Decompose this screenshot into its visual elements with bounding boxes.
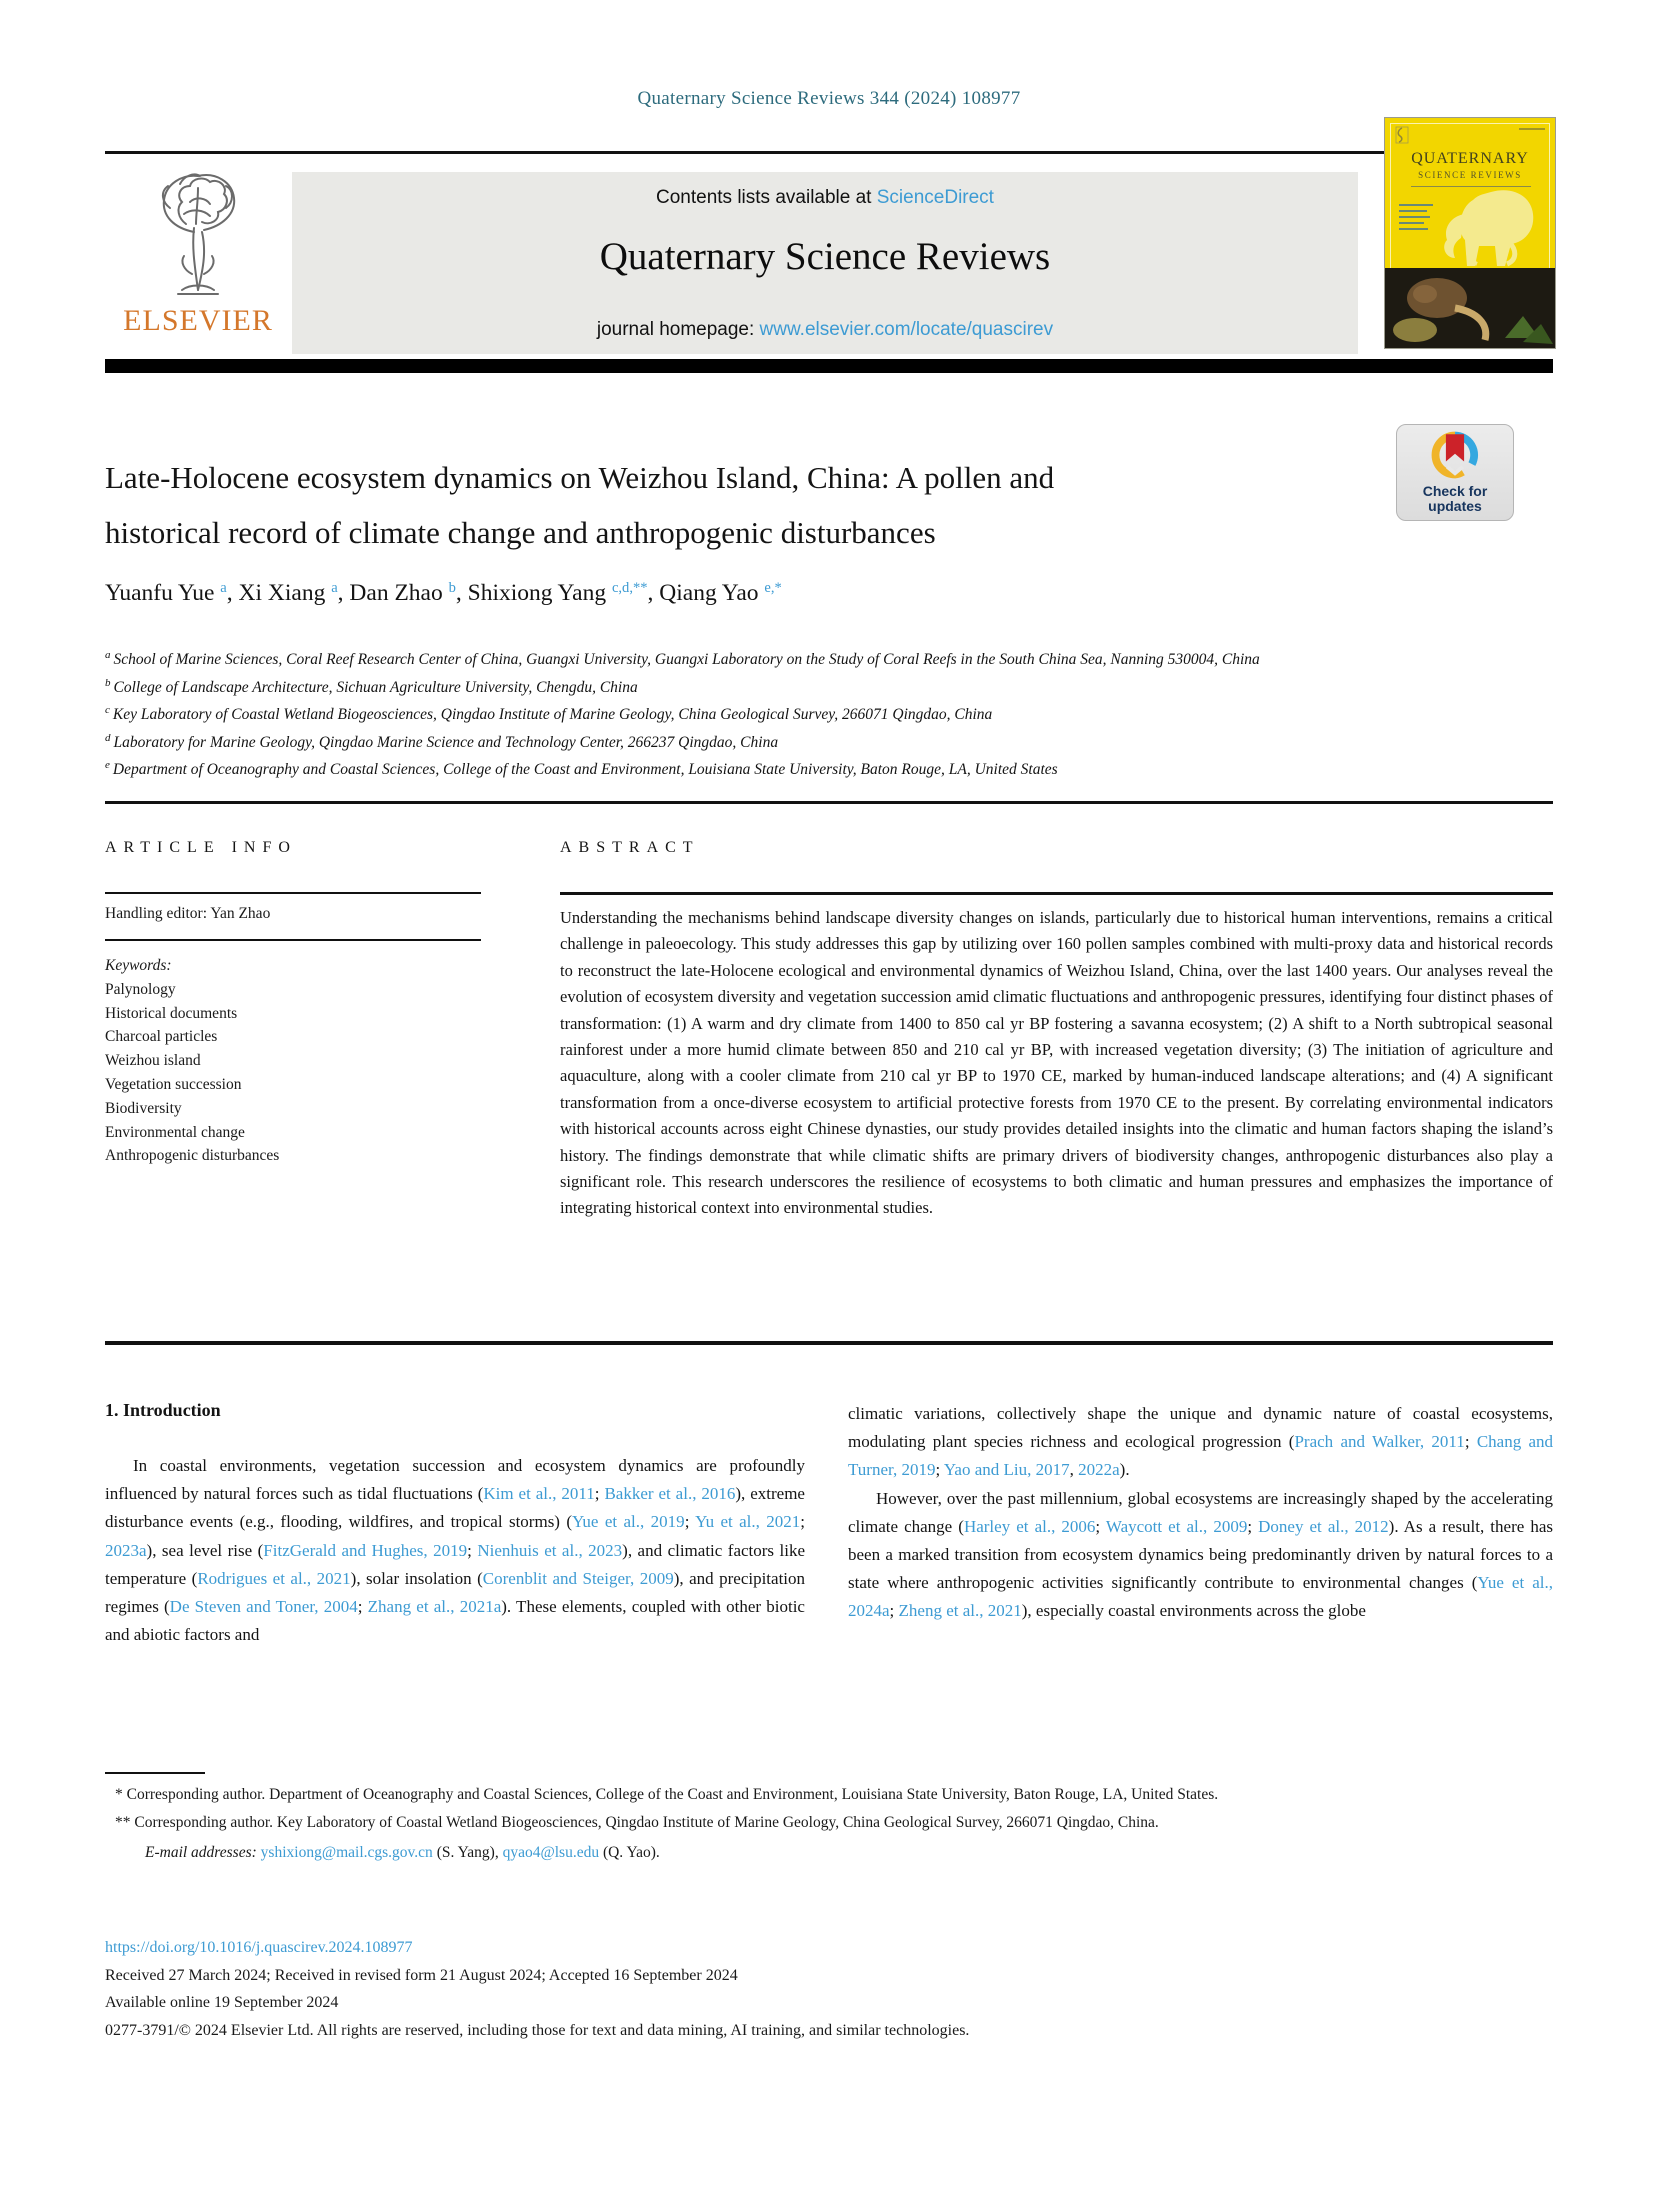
affiliation-sup: d xyxy=(105,731,111,744)
doi-link[interactable]: https://doi.org/10.1016/j.quascirev.2024.108977 xyxy=(105,1939,413,1956)
crossmark-icon xyxy=(1429,429,1481,481)
corresponding-author-footnote: * Corresponding author. Department of Oceanography and Coastal Sciences, College of the Coast and Environment, Louisiana State University, Baton Rouge, LA, United States. xyxy=(115,1786,1219,1803)
abstract-heading: ABSTRACT xyxy=(560,839,700,856)
journal-banner xyxy=(105,160,1553,356)
author-list: Yuanfu Yue $^a$, Xi Xiang $^a$, Dan Zhao $^b$, Shixiong Yang $^{c,d,**}$, Qiang Yao $^{e,*}$ xyxy=(105,580,782,606)
email-addresses-line: E-mail addresses: yshixiong@mail.cgs.gov.cn (S. Yang), qyao4@lsu.edu (Q. Yao). xyxy=(145,1844,660,1862)
cover-elsevier-mark-icon xyxy=(1394,126,1410,144)
keywords-block xyxy=(105,954,481,1168)
intro-paragraph: In coastal environments, vegetation succession and ecosystem dynamics are profoundly influenced by natural forces such as tidal fluctuations (Kim et al., 2011; Bakker et al., 2016), extreme disturbance events (e.g., flooding, wildfires, and tropical storms) (Yue et al., 2019; Yu et al., 2021; 2023a), sea level rise (FitzGerald and Hughes, 2019; Nienhuis et al., 2023), and climatic factors like temperature (Rodrigues et al., 2021), solar insolation (Corenblit and Steiger, 2009), and precipitation regimes (De Steven and Toner, 2004; Zhang et al., 2021a). These elements, coupled with other biotic and abiotic factors and xyxy=(105,1456,806,1645)
citation-link[interactable]: De Steven and Toner, 2004 xyxy=(169,1597,358,1617)
check-for-updates-badge[interactable] xyxy=(1396,424,1514,521)
cover-volume-text-line xyxy=(1519,128,1545,130)
article-info-heading: ARTICLE INFO xyxy=(105,839,297,856)
author-affiliation-ref[interactable]: a xyxy=(331,580,338,596)
email-link[interactable]: qyao4@lsu.edu xyxy=(502,1844,600,1862)
citation-link[interactable]: Chang and Turner, 2019 xyxy=(848,1432,1554,1480)
affiliation-sup: c xyxy=(105,704,110,716)
citation-link[interactable]: Doney et al., 2012 xyxy=(1258,1516,1389,1536)
citation-link[interactable]: Nienhuis et al., 2023 xyxy=(477,1540,623,1560)
article-title xyxy=(105,450,1405,560)
affiliation-sup: a xyxy=(105,649,111,661)
citation-link[interactable]: Bakker et al., 2016 xyxy=(604,1484,736,1504)
affiliation-list xyxy=(105,647,1557,785)
citation-link[interactable]: Harley et al., 2006 xyxy=(963,1516,1096,1536)
author-affiliation-ref[interactable]: c,d,** xyxy=(611,580,648,596)
abstract-rule xyxy=(560,892,1553,895)
available-online-date: Available online 19 September 2024 xyxy=(105,1994,339,2011)
keyword-item: Environmental change xyxy=(105,1123,245,1141)
journal-cover-thumbnail[interactable] xyxy=(1384,117,1556,349)
article-title-line1: Late-Holocene ecosystem dynamics on Weizhou Island, China: A pollen and xyxy=(105,460,1055,495)
keywords-label: Keywords: xyxy=(105,957,172,974)
intro-right-column xyxy=(848,1400,1553,1649)
affiliation-text: College of Landscape Architecture, Sichuan Agriculture University, Chengdu, China xyxy=(113,678,638,696)
intro-left-column xyxy=(105,1400,805,1649)
article-title-line2: historical record of climate change and anthropogenic disturbances xyxy=(105,515,936,550)
intro-paragraph: climatic variations, collectively shape the unique and dynamic nature of coastal ecosystems, modulating plant species richness and ecological progression (Prach and Walker, 2011; Chang and Turner, 2019; Yao and Liu, 2017, 2022a). xyxy=(848,1404,1554,1480)
keyword-item: Charcoal particles xyxy=(105,1028,218,1046)
citation-link[interactable]: Yu et al., 2021 xyxy=(695,1512,801,1532)
author-affiliation-ref[interactable]: b xyxy=(448,580,456,596)
affiliation-text: Laboratory for Marine Geology, Qingdao Marine Science and Technology Center, 266237 Qingdao, China xyxy=(113,733,779,751)
citation-link[interactable]: Rodrigues et al., 2021 xyxy=(197,1568,351,1588)
corresponding-author-footnote2: ** Corresponding author. Key Laboratory of Coastal Wetland Biogeosciences, Qingdao Institute of Marine Geology, China Geological Survey, 266071 Qingdao, China. xyxy=(115,1813,1159,1831)
journal-homepage-link[interactable]: www.elsevier.com/locate/quascirev xyxy=(759,319,1054,340)
citation-link[interactable]: Yao and Liu, 2017 xyxy=(943,1460,1070,1480)
main-divider-bar xyxy=(105,359,1553,373)
citation-link[interactable]: Yue et al., 2024a xyxy=(848,1573,1553,1621)
citation-link[interactable]: 2022a xyxy=(1078,1460,1120,1480)
received-dates: Received 27 March 2024; Received in revised form 21 August 2024; Accepted 16 September 2024 xyxy=(105,1966,738,1984)
journal-homepage-line: journal homepage: www.elsevier.com/locate/quascirev xyxy=(596,319,1054,340)
affiliation-item xyxy=(105,757,1557,785)
affiliation-text: School of Marine Sciences, Coral Reef Research Center of China, Guangxi University, Guangxi Laboratory on the Study of Coral Reefs in the South China Sea, Nanning 530004, China xyxy=(113,651,1260,668)
citation-link[interactable]: Zheng et al., 2021 xyxy=(898,1601,1022,1621)
badge-text-line1: Check for xyxy=(1422,483,1488,499)
introduction-section xyxy=(105,1400,1553,1649)
top-divider xyxy=(105,151,1553,154)
affiliation-text: Department of Oceanography and Coastal Sciences, College of the Coast and Environment, Louisiana State University, Baton Rouge, LA, United States xyxy=(112,761,1058,778)
citation-link[interactable]: Kim et al., 2011 xyxy=(483,1484,595,1504)
author-affiliation-ref[interactable]: a xyxy=(220,580,227,596)
affiliation-text: Key Laboratory of Coastal Wetland Biogeosciences, Qingdao Institute of Marine Geology, China Geological Survey, 266071 Qingdao, China xyxy=(112,706,993,723)
affiliation-item xyxy=(105,730,1557,758)
elsevier-wordmark: ELSEVIER xyxy=(123,304,273,337)
citation-link[interactable]: Prach and Walker, 2011 xyxy=(1294,1432,1465,1452)
running-head-citation: Quaternary Science Reviews 344 (2024) 108977 xyxy=(637,88,1021,109)
affiliation-item xyxy=(105,702,1557,730)
affiliation-item xyxy=(105,675,1557,703)
citation-link[interactable]: Waycott et al., 2009 xyxy=(1105,1516,1248,1536)
journal-title: Quaternary Science Reviews xyxy=(599,235,1051,278)
contents-lists-line: Contents lists available at ScienceDirect xyxy=(656,187,994,208)
affiliation-sup: e xyxy=(105,759,110,771)
introduction-heading: 1. Introduction xyxy=(105,1400,221,1420)
sciencedirect-link[interactable]: ScienceDirect xyxy=(876,187,994,208)
email-link[interactable]: yshixiong@mail.cgs.gov.cn xyxy=(260,1844,433,1862)
intro-paragraph: However, over the past millennium, global ecosystems are increasingly shaped by the accelerating climate change (Harley et al., 2006; Waycott et al., 2009; Doney et al., 2012). As a result, there has been a marked transition from ecosystem dynamics being predominantly driven by natural forces to a state where anthropogenic activities significantly contribute to environmental changes (Yue et al., 2024a; Zheng et al., 2021), especially coastal environments across the globe xyxy=(848,1488,1554,1621)
badge-text-line2: updates xyxy=(1428,498,1482,514)
elsevier-logo[interactable] xyxy=(105,160,291,356)
citation-link[interactable]: 2023a xyxy=(105,1540,147,1560)
cover-mammoth-illustration xyxy=(1421,180,1551,270)
keyword-item: Vegetation succession xyxy=(105,1075,242,1093)
keyword-item: Anthropogenic disturbances xyxy=(105,1147,280,1165)
elsevier-tree-icon xyxy=(134,162,262,304)
author-affiliation-ref[interactable]: e,* xyxy=(764,580,782,596)
footnotes-block xyxy=(105,1781,1557,1867)
affiliation-sup: b xyxy=(105,676,111,689)
article-metadata-block xyxy=(105,1934,1557,2044)
affiliation-item xyxy=(105,647,1557,675)
citation-link[interactable]: Zhang et al., 2021a xyxy=(367,1597,502,1617)
abstract-text: Understanding the mechanisms behind landscape diversity changes on islands, particularly due to historical human interventions, remains a critical challenge in paleoecology. This study addresses this gap by utilizing over 160 pollen samples combined with multi-proxy data and historical records to reconstruct the late-Holocene ecological and environmental dynamics of Weizhou Island, China, over the last 1400 years. Our analyses reveal the evolution of ecosystem diversity and vegetation succession amid climatic fluctuations and anthropogenic pressures, identifying four distinct phases of transformation: (1) A warm and dry climate from 1400 to 850 cal yr BP fostering a savanna ecosystem; (2) A shift to a North subtropical seasonal rainforest under a more humid climate between 850 and 210 cal yr BP, with increased vegetation diversity; (3) The initiation of agriculture and aquaculture, along with a cooler climate from 210 cal yr BP to 1970 CE, marked by human-induced landscape alterations; and (4) A significant transformation from a once-diverse ecosystem to artificial protective forests from 1970 CE to the present. By correlating environmental indicators with historical accounts across eight Chinese dynasties, our study provides detailed insights into the climatic and human factors shaping the island’s history. The findings demonstrate that while climatic shifts are primary drivers of biodiversity changes, anthropogenic disturbances also play a significant role. This research underscores the resilience of ecosystems to both climatic and human pressures and emphasizes the importance of integrating historical context into environmental studies. xyxy=(560,908,1553,1218)
cover-skull-photo xyxy=(1385,268,1555,348)
section-divider xyxy=(105,801,1553,804)
keyword-item: Historical documents xyxy=(105,1004,238,1022)
keyword-item: Biodiversity xyxy=(105,1099,182,1117)
handling-editor: Handling editor: Yan Zhao xyxy=(105,905,271,922)
issn-copyright-line: 0277-3791/© 2024 Elsevier Ltd. All rights are reserved, including those for text and data mining, AI training, and similar technologies. xyxy=(105,2021,970,2039)
article-info-rule2 xyxy=(105,939,481,941)
cover-journal-subtitle: SCIENCE REVIEWS xyxy=(1418,170,1522,180)
citation-link[interactable]: FitzGerald and Hughes, 2019 xyxy=(263,1540,468,1560)
citation-link[interactable]: Yue et al., 2019 xyxy=(572,1512,685,1532)
keyword-item: Palynology xyxy=(105,980,176,998)
cover-journal-title: QUATERNARY xyxy=(1411,150,1529,167)
keyword-item: Weizhou island xyxy=(105,1052,201,1070)
citation-link[interactable]: Corenblit and Steiger, 2009 xyxy=(482,1568,674,1588)
article-info-rule xyxy=(105,892,481,894)
abstract-end-divider xyxy=(105,1341,1553,1345)
footnote-divider xyxy=(105,1772,205,1774)
banner-panel xyxy=(292,172,1358,354)
